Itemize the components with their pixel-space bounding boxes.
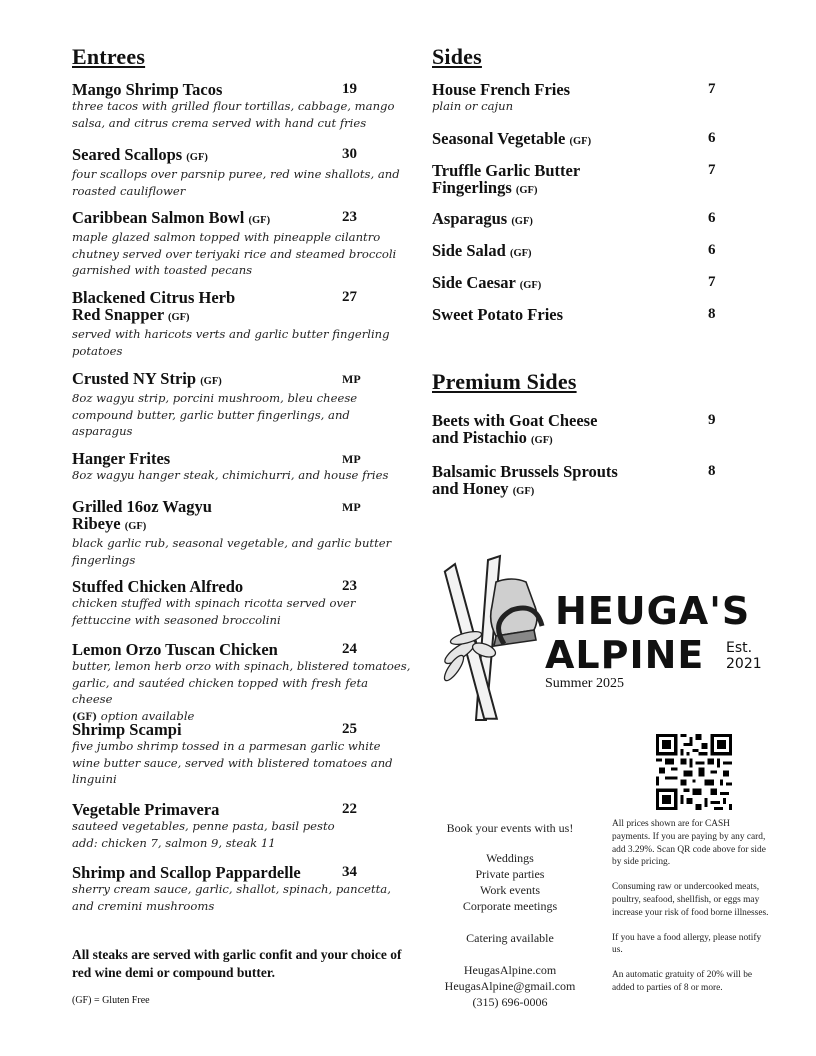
item-name: Vegetable Primavera	[72, 800, 220, 819]
item-name: Side Salad	[432, 241, 506, 260]
item-price: 7	[708, 162, 716, 178]
steak-note: All steaks are served with garlic confit and your choice of red wine demi or compound butter.	[72, 947, 402, 980]
menu-item	[72, 721, 412, 788]
entrees-column	[72, 44, 412, 1006]
catering-note: Catering available	[466, 931, 554, 945]
item-description: black garlic rub, seasonal vegetable, and garlic butter fingerlings	[72, 536, 392, 567]
phone-number[interactable]: (315) 696-0006	[472, 995, 548, 1009]
item-price: 34	[342, 864, 357, 880]
item-price: 6	[708, 210, 716, 226]
item-price: 6	[708, 242, 716, 258]
logo-wordmark-heugas: HEUGA'S	[555, 589, 751, 633]
event-type: Work events	[479, 883, 541, 897]
item-price: 9	[708, 412, 716, 428]
premium-sides-heading: Premium Sides	[432, 369, 577, 394]
item-price: 7	[708, 81, 716, 97]
item-description: served with haricots verts and garlic butter fingerling potatoes	[72, 327, 390, 358]
gf-tag: (GF)	[186, 152, 208, 163]
item-description: maple glazed salmon topped with pineapple cilantro chutney served over teriyaki rice and steamed broccoli garnished with toasted pecans	[72, 230, 397, 277]
item-description: sauteed vegetables, penne pasta, basil pesto add: chicken 7, salmon 9, steak 11	[72, 819, 335, 850]
menu-item	[72, 578, 412, 628]
season-label: Summer 2025	[545, 676, 624, 691]
event-type: Weddings	[486, 851, 534, 865]
gratuity-note: An automatic gratuity of 20% will be added to parties of 8 or more.	[612, 970, 753, 993]
item-description: butter, lemon herb orzo with spinach, blistered tomatoes, garlic, and sautéed chicken topped with fresh feta cheese (GF) option available	[72, 659, 411, 723]
item-name: Stuffed Chicken Alfredo	[72, 577, 244, 596]
item-description: three tacos with grilled flour tortillas, cabbage, mango salsa, and citrus crema served with hand cut fries	[72, 99, 395, 130]
gf-tag: (GF)	[167, 312, 190, 323]
menu-item	[432, 242, 732, 262]
item-price: 23	[342, 578, 357, 594]
item-price: 27	[342, 289, 357, 305]
raw-food-warning: Consuming raw or undercooked meats, poultry, seafood, shellfish, or eggs may increase your risk of food borne illnesses.	[612, 882, 769, 918]
menu-item	[72, 146, 412, 199]
item-description: 8oz wagyu strip, porcini mushroom, bleu cheese compound butter, garlic butter fingerlings, and asparagus	[72, 391, 358, 438]
menu-item	[432, 412, 732, 449]
website-link[interactable]: HeugasAlpine.com	[463, 963, 557, 977]
item-price: 7	[708, 274, 716, 290]
item-name: Crusted NY Strip	[72, 369, 197, 388]
item-name: House French Fries	[432, 80, 571, 99]
menu-item	[432, 463, 732, 500]
menu-item	[432, 162, 732, 199]
menu-item	[432, 274, 732, 294]
menu-item	[72, 450, 412, 484]
item-description: chicken stuffed with spinach ricotta served over fettuccine with seasoned broccolini	[72, 596, 356, 627]
item-name: Seasonal Vegetable	[432, 129, 566, 148]
menu-item	[72, 498, 412, 568]
item-description: five jumbo shrimp tossed in a parmesan garlic white wine butter sauce, served with blistered tomatoes and linguini	[72, 739, 393, 786]
item-price: MP	[342, 372, 361, 386]
gf-tag: (GF)	[512, 486, 535, 497]
item-price: 24	[342, 641, 357, 657]
qr-code[interactable]	[656, 734, 732, 810]
item-price: 6	[708, 130, 716, 146]
menu-item	[432, 306, 732, 323]
gf-tag: (GF)	[519, 280, 542, 291]
item-name: Shrimp Scampi	[72, 720, 182, 739]
item-name: Shrimp and Scallop Pappardelle	[72, 863, 301, 882]
item-name: Asparagus	[432, 209, 508, 228]
item-name: Truffle Garlic Butter Fingerlings (GF)	[432, 161, 581, 197]
item-name: Hanger Frites	[72, 449, 171, 468]
gf-tag: (GF)	[569, 136, 592, 147]
cash-pricing-note: All prices shown are for CASH payments. If you are paying by any card, add 3.29%. Scan QR code above for side by side pricing.	[612, 819, 766, 868]
menu-item	[72, 801, 412, 851]
item-name: Blackened Citrus Herb Red Snapper (GF)	[72, 288, 236, 324]
item-name: Lemon Orzo Tuscan Chicken	[72, 640, 278, 659]
menu-item	[432, 130, 732, 150]
logo-wordmark-alpine: ALPINE	[545, 633, 705, 677]
sides-heading: Sides	[432, 44, 482, 69]
menu-item	[432, 210, 732, 230]
item-price: 25	[342, 721, 357, 737]
entrees-heading: Entrees	[72, 44, 146, 69]
item-name: Grilled 16oz Wagyu Ribeye (GF)	[72, 497, 212, 533]
item-price: MP	[342, 500, 361, 514]
event-type: Private parties	[475, 867, 545, 881]
item-price: MP	[342, 452, 361, 466]
gf-tag: (GF)	[248, 215, 271, 226]
gf-tag: (GF)	[124, 521, 147, 532]
gf-tag: (GF)	[72, 711, 98, 723]
item-price: 19	[342, 81, 357, 97]
item-name: Mango Shrimp Tacos	[72, 80, 223, 99]
menu-item	[72, 864, 412, 914]
menu-item	[72, 641, 412, 726]
menu-item	[72, 81, 412, 131]
sides-column	[432, 44, 732, 498]
menu-item	[72, 370, 412, 440]
fine-print	[612, 818, 770, 995]
item-name: Side Caesar	[432, 273, 516, 292]
item-price: 23	[342, 209, 357, 225]
item-name: Sweet Potato Fries	[432, 305, 564, 324]
item-description: sherry cream sauce, garlic, shallot, spinach, pancetta, and cremini mushrooms	[72, 882, 391, 913]
item-name: Beets with Goat Cheese and Pistachio (GF)	[432, 411, 598, 447]
item-price: 8	[708, 463, 716, 479]
item-description: four scallops over parsnip puree, red wine shallots, and roasted cauliflower	[72, 167, 400, 198]
logo-est: Est.	[726, 640, 753, 656]
item-price: 8	[708, 306, 716, 322]
gf-tag: (GF)	[515, 185, 538, 196]
gf-tag: (GF)	[511, 216, 533, 227]
gf-tag: (GF)	[531, 435, 553, 446]
item-name: Caribbean Salmon Bowl	[72, 208, 245, 227]
logo	[430, 552, 780, 727]
email-link[interactable]: HeugasAlpine@gmail.com	[444, 979, 576, 993]
event-type: Corporate meetings	[462, 899, 558, 913]
events-intro: Book your events with us!	[446, 821, 574, 835]
item-price: 30	[342, 146, 357, 162]
item-description: 8oz wagyu hanger steak, chimichurri, and house fries	[72, 468, 389, 482]
item-price: 22	[342, 801, 357, 817]
events-block	[430, 820, 590, 1010]
menu-item	[432, 81, 732, 115]
item-name: Balsamic Brussels Sprouts and Honey (GF)	[432, 462, 618, 498]
gf-tag: (GF)	[509, 248, 532, 259]
skis-and-boot-illustration	[430, 552, 560, 727]
logo-year: 2021	[726, 656, 762, 672]
gf-tag: (GF)	[200, 376, 222, 387]
menu-item	[72, 209, 412, 279]
item-name: Seared Scallops	[72, 145, 183, 164]
menu-item	[72, 289, 412, 359]
item-description: plain or cajun	[432, 99, 514, 113]
gf-legend: (GF) = Gluten Free	[72, 995, 150, 1006]
allergy-note: If you have a food allergy, please notify us.	[612, 932, 762, 956]
